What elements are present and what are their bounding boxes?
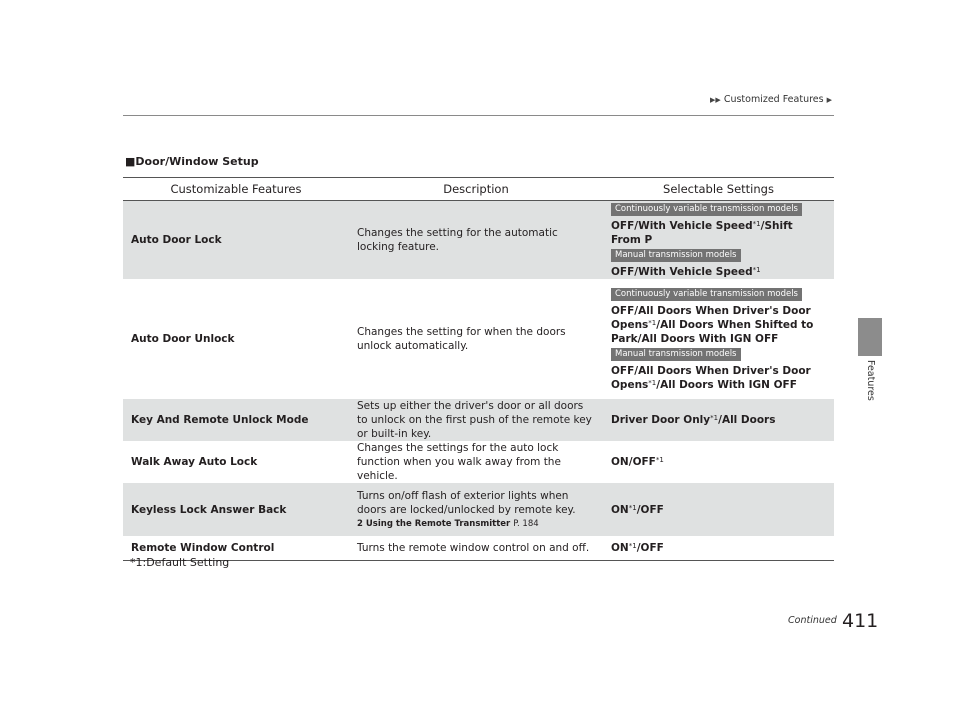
column-header: Customizable Features [123, 178, 349, 201]
transmission-badge: Continuously variable transmission models [611, 203, 802, 216]
feature-name: Key And Remote Unlock Mode [123, 399, 349, 441]
table-row [123, 201, 834, 280]
table-row [123, 483, 834, 536]
transmission-badge: Manual transmission models [611, 348, 741, 361]
feature-name: Remote Window Control [123, 536, 349, 560]
feature-description: Changes the setting for when the doors unlock automatically. [357, 326, 566, 352]
table-row [123, 279, 834, 399]
feature-name: Walk Away Auto Lock [131, 456, 258, 468]
chapter-tab[interactable] [858, 318, 882, 356]
feature-description: Turns the remote window control on and off. [349, 536, 603, 560]
feature-name: Auto Door Unlock [131, 333, 235, 345]
table-row [123, 536, 834, 560]
header-divider [123, 115, 834, 116]
feature-description: Changes the setting for the automatic locking feature. [349, 201, 603, 280]
square-bullet-icon: ■ [125, 155, 136, 168]
feature-description: Sets up either the driver's door or all doors to unlock on the first push of the remote key or built-in key. [349, 399, 603, 441]
setting-options: Continuously variable transmission models OFF/All Doors When Driver's Door Opens$^{*1}$/All Doors When Shifted to Park/All Doors With IGN OFF Manual transmission models OFF/All Doors When Driver's Door Opens$^{*1}$/All Doors With IGN OFF [611, 289, 814, 391]
setting-options: ON$^{*1}$/OFF [603, 483, 834, 536]
table-header-row [123, 178, 834, 201]
page-number: 411 [842, 610, 879, 632]
table-row [123, 399, 834, 441]
setting-options: ON/OFF$^{*1}$ [611, 456, 664, 468]
arrow-right-icon: ▶ [826, 96, 832, 104]
feature-name: Keyless Lock Answer Back [123, 483, 349, 536]
setting-options: Continuously variable transmission models OFF/With Vehicle Speed$^{*1}$/Shift From P Manual transmission models OFF/With Vehicle Speed$^{*1}$ [603, 201, 834, 280]
page-reference-link[interactable]: 2 Using the Remote Transmitter P. 184 [357, 518, 539, 529]
feature-name: Auto Door Lock [123, 201, 349, 280]
breadcrumb-label[interactable]: Customized Features [723, 94, 824, 105]
feature-description: Changes the settings for the auto lock function when you walk away from the vehicle. [357, 442, 561, 482]
breadcrumb [700, 94, 832, 105]
settings-table [123, 177, 834, 561]
column-header: Description [349, 178, 603, 201]
chapter-label: Features [865, 360, 876, 401]
setting-options: Driver Door Only$^{*1}$/All Doors [603, 399, 834, 441]
arrow-right-icon: ▶▶ [710, 96, 721, 104]
table-row [123, 441, 834, 483]
column-header: Selectable Settings [603, 178, 834, 201]
continued-label: Continued [788, 615, 837, 626]
transmission-badge: Continuously variable transmission models [611, 288, 802, 301]
transmission-badge: Manual transmission models [611, 249, 741, 262]
setting-options: ON$^{*1}$/OFF [603, 536, 834, 560]
reference-arrow-icon: 2 [357, 518, 363, 529]
feature-description: Turns on/off flash of exterior lights when doors are locked/unlocked by remote key. 2 Using the Remote Transmitter P. 184 [349, 483, 603, 536]
section-title: ■Door/Window Setup [125, 155, 259, 168]
footnote: *1:Default Setting [130, 556, 230, 569]
